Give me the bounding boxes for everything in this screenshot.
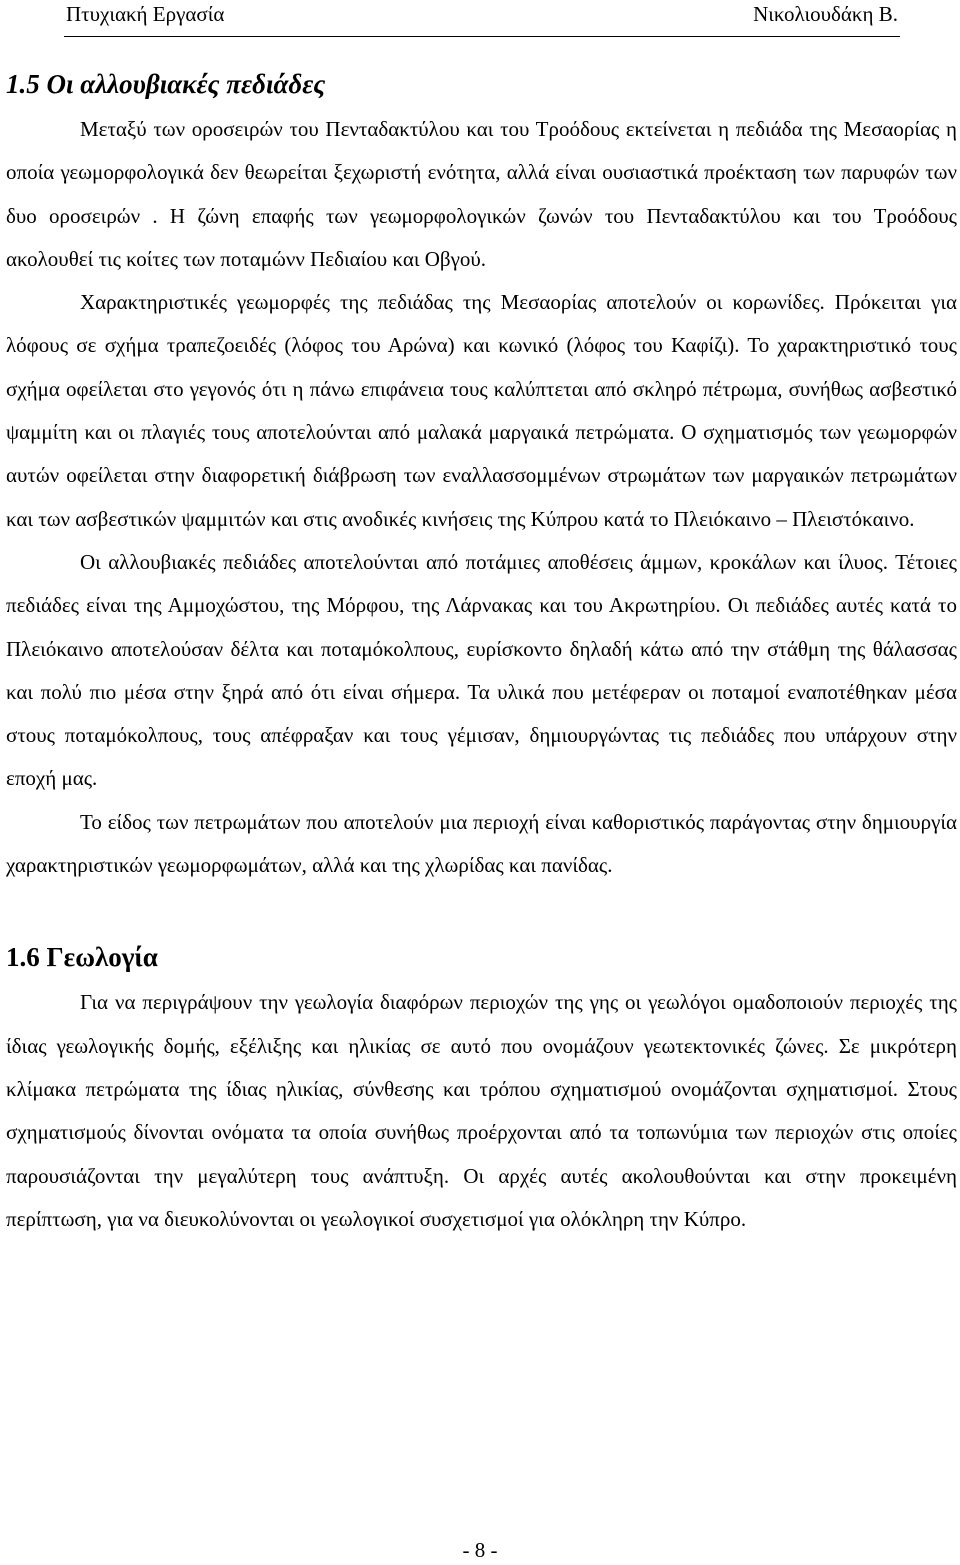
paragraph: Χαρακτηριστικές γεωμορφές της πεδιάδας της Μεσαορίας αποτελούν οι κορωνίδες. Πρόκειται για λόφους σε σχήμα τραπεζοειδές (λόφος του Αρώνα) και κωνικό (λόφος του Καφίζι). Το χαρακτηριστικό τους σχήμα οφείλεται στο γεγονός ότι η πάνω επιφάνεια τους καλύπτεται από σκληρό πέτρωμα, συνήθως ασβεστικό ψαμμίτη και οι πλαγιές τους αποτελούνται από μαλακά μαργαικά πετρώματα. Ο σχηματισμός των γεωμορφών αυτών οφείλεται στην διαφορετική διάβρωση των εναλλασσομμένων στρωμάτων των μαργαικών πετρωμάτων και των ασβεστικών ψαμμιτών και στις ανοδικές κινήσεις της Κύπρου κατά το Πλειόκαινο – Πλειστόκαινο. <box>6 290 957 531</box>
section-heading: 1.5 Οι αλλουβιακές πεδιάδες <box>6 69 326 99</box>
section-heading: 1.6 Γεωλογία <box>6 942 158 973</box>
paragraph: Για να περιγράψουν την γεωλογία διαφόρων περιοχών της γης οι γεωλόγοι ομαδοποιούν περιοχές της ίδιας γεωλογικής δομής, εξέλιξης και ηλικίας σε αυτό που ονομάζουν γεωτεκτονικές ζώνες. Σε μικρότερη κλίμακα πετρώματα της ίδιας ηλικίας, σύνθεσης και τρόπου σχηματισμού ονομάζονται σχηματισμοί. Στους σχηματισμούς δίνονται ονόματα τα οποία συνήθως προέρχονται από τα τοπωνύμια των περιοχών στις οποίες παρουσιάζονται την μεγαλύτερη τους ανάπτυξη. Οι αρχές αυτές ακολουθούνται και στην προκειμένη περίπτωση, για να διευκολύνονται οι γεωλογικοί συσχετισμοί για ολόκληρη την Κύπρο. <box>6 990 957 1231</box>
document-body <box>6 66 957 1241</box>
section-geology <box>6 939 957 1241</box>
paragraph: Μεταξύ των οροσειρών του Πενταδακτύλου και του Τροόδους εκτείνεται η πεδιάδα της Μεσαορίας η οποία γεωμορφολογικά δεν θεωρείται ξεχωριστή ενότητα, αλλά είναι ουσιαστικά προέκταση των παρυφών των δυο οροσειρών . Η ζώνη επαφής των γεωμορφολογικών ζωνών του Πενταδακτύλου και του Τροόδους ακολουθεί τις κοίτες των ποταμώνν Πεδιαίου και Οβγού. <box>6 117 957 271</box>
paragraph: Οι αλλουβιακές πεδιάδες αποτελούνται από ποτάμιες αποθέσεις άμμων, κροκάλων και ίλυος. Τέτοιες πεδιάδες είναι της Αμμοχώστου, της Μόρφου, της Λάρνακας και του Ακρωτηρίου. Οι πεδιάδες αυτές κατά το Πλειόκαινο αποτελούσαν δέλτα και ποταμόκολπους, ευρίσκοντο δηλαδή κάτω από την στάθμη της θάλασσας και πολύ πιο μέσα στην ξηρά από ότι είναι σήμερα. Τα υλικά που μετέφεραν οι ποταμοί εναποτέθηκαν μέσα στους ποταμόκολπους, τους απέφραξαν και τους γέμισαν, δημιουργώντας τις πεδιάδες που υπάρχουν στην εποχή μας. <box>6 549 957 791</box>
page-number: - 8 - <box>462 1538 498 1562</box>
section-alluvial-plains <box>6 66 957 887</box>
paragraph: Το είδος των πετρωμάτων που αποτελούν μια περιοχή είναι καθοριστικός παράγοντας στην δημιουργία χαρακτηριστικών γεωμορφωμάτων, αλλά και της χλωρίδας και πανίδας. <box>6 809 957 878</box>
page-header <box>0 0 960 40</box>
header-thesis-label: Πτυχιακή Εργασία <box>66 2 225 26</box>
header-author-name: Νικολιουδάκη Β. <box>753 2 898 26</box>
header-divider <box>64 36 900 37</box>
